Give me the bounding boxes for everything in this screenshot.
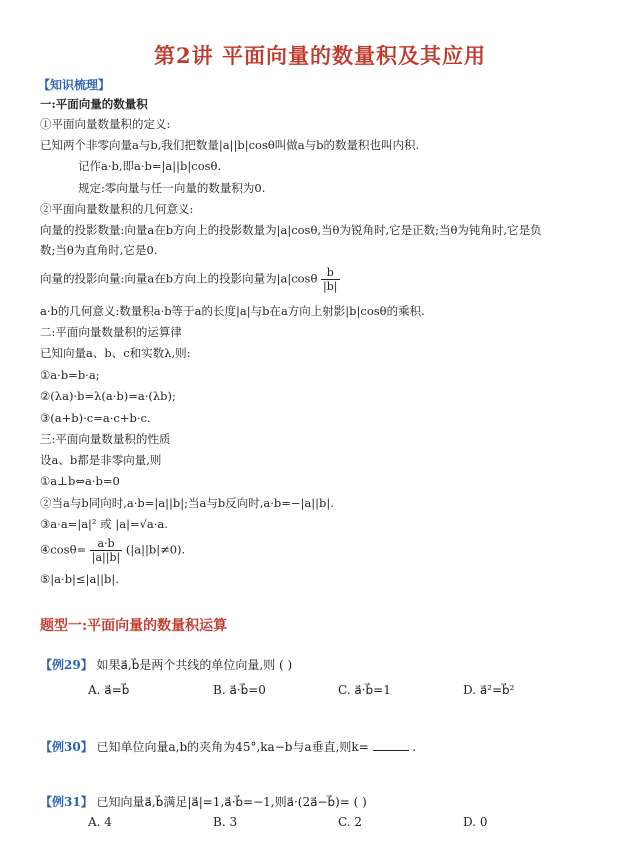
- text-line: ③(a+b)·c=a·c+b·c.: [40, 411, 151, 425]
- example-tail: .: [412, 740, 417, 754]
- option-d[interactable]: D. 0: [463, 815, 488, 829]
- option-a[interactable]: A. 4: [88, 815, 112, 829]
- text-line: 数;当θ为直角时,它是0.: [40, 243, 158, 257]
- text-line: 向量的投影数量:向量a在b方向上的投影数量为|a|cosθ,当θ为锐角时,它是正数;当θ为钝角时,它是负: [40, 223, 542, 237]
- text-line: ②(λa)·b=λ(a·b)=a·(λb);: [40, 389, 176, 403]
- example-text: 已知单位向量a,b的夹角为45°,ka−b与a垂直,则k=: [96, 740, 369, 754]
- example-29: [40, 656, 292, 673]
- unit-vector-fraction: [321, 266, 339, 293]
- text-line: 已知两个非零向量a与b,我们把数量|a||b|cosθ叫做a与b的数量积也叫内积.: [40, 138, 420, 152]
- example-text: 如果a⃗,b⃗是两个共线的单位向量,则 ( ): [96, 658, 293, 672]
- option-d[interactable]: D. a⃗²=b⃗²: [463, 683, 515, 697]
- fraction-denominator: |b|: [323, 280, 338, 293]
- option-c[interactable]: C. a⃗·b⃗=1: [338, 683, 391, 697]
- text-segment: 向量的投影向量:向量a在b方向上的投影向量为|a|cosθ: [40, 271, 318, 286]
- heading-rules: 二:平面向量数量积的运算律: [40, 325, 182, 339]
- cos-formula-line: [40, 537, 185, 564]
- heading-dot-product: 一:平面向量的数量积: [40, 97, 148, 111]
- text-line: ②平面向量数量积的几何意义:: [40, 202, 194, 216]
- example-tag: 【例30】: [40, 740, 93, 754]
- fraction-numerator: a·b: [90, 537, 122, 551]
- text-line: 记作a·b,即a·b=|a||b|cosθ.: [78, 159, 222, 173]
- text-line: ①a⊥b⇔a·b=0: [40, 474, 120, 488]
- text-segment: ④cosθ=: [40, 542, 87, 557]
- text-line: 已知向量a、b、c和实数λ,则:: [40, 346, 191, 360]
- text-line: a·b的几何意义:数量积a·b等于a的长度|a|与b在a方向上射影|b|cosθ的乘积.: [40, 304, 425, 318]
- example-tag: 【例29】: [40, 658, 93, 672]
- example-30: [40, 738, 416, 755]
- heading-properties: 三:平面向量数量积的性质: [40, 432, 171, 446]
- text-line: 设a、b都是非零向量,则: [40, 453, 162, 467]
- text-line: ⑤|a·b|≤|a||b|.: [40, 572, 119, 586]
- example-tag: 【例31】: [40, 795, 93, 809]
- example-text: 已知向量a⃗,b⃗满足|a⃗|=1,a⃗·b⃗=−1,则a⃗·(2a⃗−b⃗)= ( ): [96, 795, 367, 809]
- option-b[interactable]: B. a⃗·b⃗=0: [213, 683, 266, 697]
- page-title: 第2讲 平面向量的数量积及其应用: [154, 43, 486, 68]
- text-line: ③a·a=|a|² 或 |a|=√a·a.: [40, 517, 168, 531]
- section-heading: 题型一:平面向量的数量积运算: [40, 618, 228, 634]
- option-c[interactable]: C. 2: [338, 815, 363, 829]
- text-line: ②当a与b同向时,a·b=|a||b|;当a与b反向时,a·b=−|a||b|.: [40, 496, 334, 510]
- text-line: 规定:零向量与任一向量的数量积为0.: [78, 181, 266, 195]
- text-line: ①a·b=b·a;: [40, 368, 100, 382]
- fraction-numerator: b: [321, 266, 339, 280]
- cos-fraction: [90, 537, 122, 564]
- fraction-denominator: |a||b|: [91, 551, 121, 564]
- knowledge-tag: 【知识梳理】: [38, 78, 111, 92]
- text-segment: (|a||b|≠0).: [125, 542, 186, 557]
- option-b[interactable]: B. 3: [213, 815, 238, 829]
- example-31: [40, 793, 367, 810]
- text-line: ①平面向量数量积的定义:: [40, 117, 171, 131]
- projection-vector-line: [40, 266, 340, 293]
- answer-blank[interactable]: [373, 740, 409, 751]
- option-a[interactable]: A. a⃗=b⃗: [88, 683, 130, 697]
